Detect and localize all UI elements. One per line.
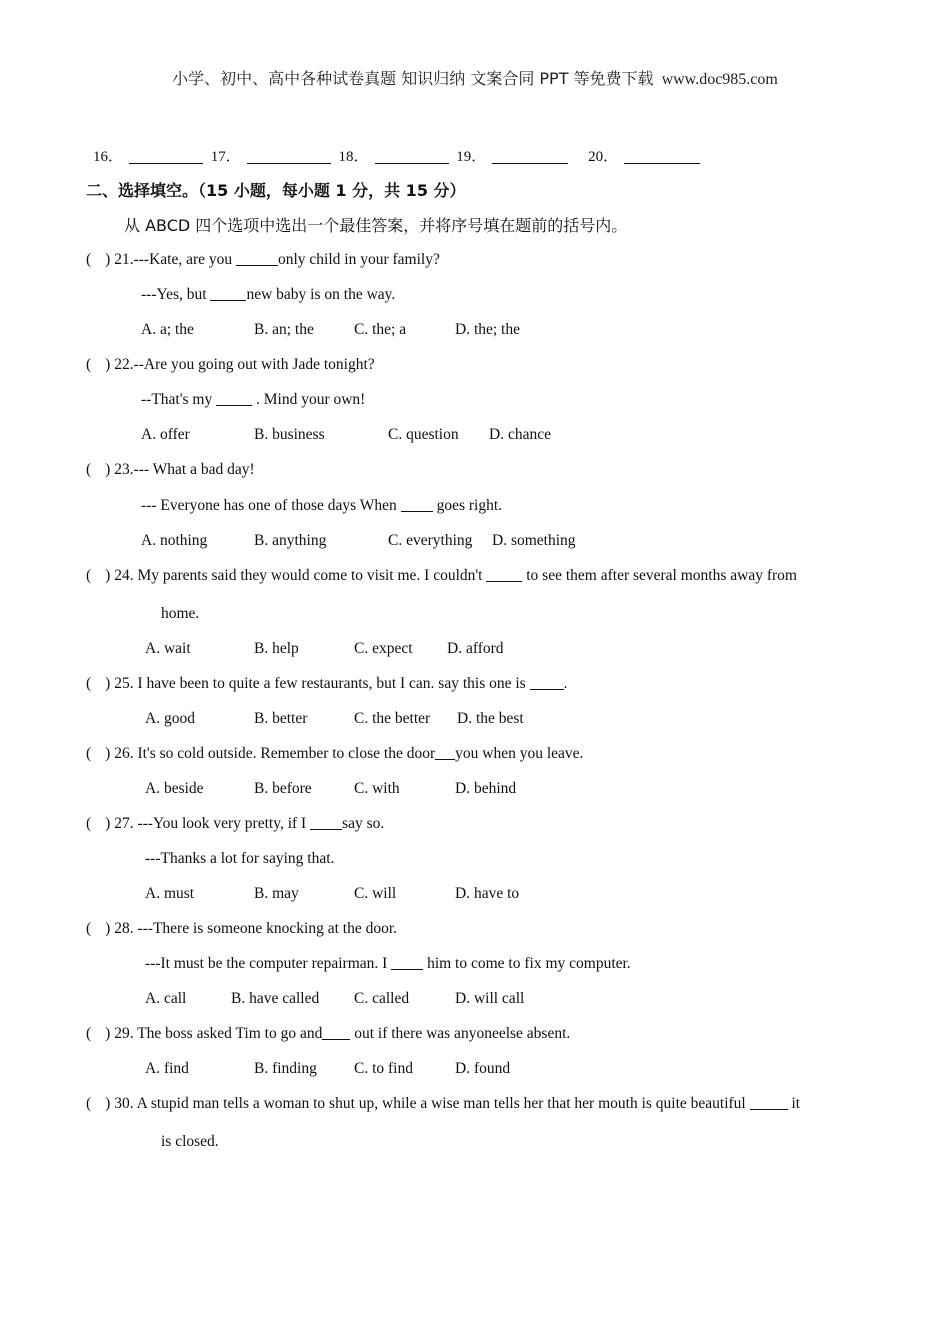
answer-bracket[interactable]: ( — [86, 675, 92, 692]
option-c: C. expect — [354, 640, 413, 657]
option-a: A. wait — [145, 640, 191, 657]
option-b: B. have called — [231, 990, 320, 1007]
section-instruction: 从 ABCD 四个选项中选出一个最佳答案，并将序号填在题前的括号内。 — [124, 216, 628, 235]
fill-blank — [435, 746, 455, 760]
option-b: B. an; the — [254, 321, 314, 338]
question-29: ( ) 29. The boss asked Tim to go and out if there was anyoneelse absent. — [86, 1025, 571, 1042]
option-a: A. must — [145, 885, 195, 902]
answer-bracket[interactable]: ( — [86, 356, 92, 373]
question-28: ( ) 28. ---There is someone knocking at the door. — [86, 920, 398, 937]
fill-blank — [322, 1026, 350, 1040]
answer-bracket[interactable]: ( — [86, 815, 92, 832]
question-24-line2: home. — [161, 605, 200, 622]
option-b: B. before — [254, 780, 312, 797]
answer-number: 18． — [338, 149, 369, 165]
question-25: ( ) 25. I have been to quite a few restaurants, but I can. say this one is . — [86, 675, 568, 692]
fill-blank — [216, 392, 252, 406]
question-24: ( ) 24. My parents said they would come to visit me. I couldn't to see them after several months away from — [86, 567, 797, 584]
fill-blank — [486, 568, 522, 582]
question-21-line2: ---Yes, but new baby is on the way. — [141, 286, 396, 303]
question-27: ( ) 27. ---You look very pretty, if I say so. — [86, 815, 385, 832]
answer-bracket[interactable]: ( — [86, 745, 92, 762]
question-23: ( ) 23.--- What a bad day! — [86, 461, 255, 478]
option-d: D. something — [492, 532, 576, 549]
answer-blank[interactable] — [375, 149, 449, 164]
answer-number: 19． — [456, 149, 487, 165]
question-22: ( ) 22.--Are you going out with Jade tonight? — [86, 356, 375, 373]
option-a: A. offer — [141, 426, 190, 443]
question-22-line2: --That's my . Mind your own! — [141, 391, 366, 408]
option-d: D. afford — [447, 640, 504, 657]
fill-blank — [530, 676, 564, 690]
answer-bracket[interactable]: ( — [86, 1095, 92, 1112]
option-a: A. good — [145, 710, 195, 727]
option-d: D. will call — [455, 990, 525, 1007]
section-title: 二、选择填空。（15 小题，每小题 1 分，共 15 分） — [86, 181, 466, 200]
option-c: C. question — [388, 426, 459, 443]
fill-blank — [210, 287, 246, 301]
option-d: D. have to — [455, 885, 520, 902]
question-30-line2: is closed. — [161, 1133, 219, 1150]
answer-blank[interactable] — [624, 149, 700, 164]
option-d: D. found — [455, 1060, 511, 1077]
answer-bracket[interactable]: ( — [86, 251, 92, 268]
option-c: C. the better — [354, 710, 431, 727]
option-b: B. finding — [254, 1060, 317, 1077]
question-26: ( ) 26. It's so cold outside. Remember to close the door you when you leave. — [86, 745, 584, 762]
option-c: C. the; a — [354, 321, 407, 338]
fill-blank — [236, 252, 278, 266]
option-d: D. chance — [489, 426, 551, 443]
answer-bracket[interactable]: ( — [86, 567, 92, 584]
option-a: A. beside — [145, 780, 204, 797]
answer-bracket[interactable]: ( — [86, 920, 92, 937]
option-d: D. the best — [457, 710, 524, 727]
header-url: www.doc985.com — [661, 71, 778, 88]
option-c: C. to find — [354, 1060, 413, 1077]
option-a: A. find — [145, 1060, 189, 1077]
option-a: A. nothing — [141, 532, 208, 549]
question-21: ( ) 21.---Kate, are you only child in your family? — [86, 251, 440, 268]
fill-blank — [401, 498, 433, 512]
option-c: C. called — [354, 990, 410, 1007]
option-d: D. behind — [455, 780, 517, 797]
question-27-line2: ---Thanks a lot for saying that. — [145, 850, 335, 867]
fill-blank — [310, 816, 342, 830]
option-a: A. call — [145, 990, 187, 1007]
option-a: A. a; the — [141, 321, 194, 338]
fill-blank — [391, 956, 423, 970]
answer-blank[interactable] — [129, 149, 203, 164]
option-c: C. will — [354, 885, 397, 902]
answer-number: 17． — [210, 149, 241, 165]
option-b: B. better — [254, 710, 308, 727]
answer-blank[interactable] — [492, 149, 568, 164]
answer-row — [93, 145, 704, 166]
answer-number: 16． — [93, 149, 124, 165]
answer-bracket[interactable]: ( — [86, 1025, 92, 1042]
option-b: B. business — [254, 426, 325, 443]
option-c: C. with — [354, 780, 400, 797]
option-d: D. the; the — [455, 321, 520, 338]
question-23-line2: --- Everyone has one of those days When goes right. — [141, 497, 502, 514]
answer-number: 20． — [588, 149, 619, 165]
option-b: B. may — [254, 885, 299, 902]
question-30: ( ) 30. A stupid man tells a woman to shut up, while a wise man tells her that her mouth is quite beautiful it — [86, 1095, 801, 1112]
header-banner: 小学、初中、高中各种试卷真题 知识归纳 文案合同 PPT 等免费下载 — [172, 69, 654, 88]
option-b: B. help — [254, 640, 299, 657]
fill-blank — [750, 1096, 788, 1110]
question-28-line2: ---It must be the computer repairman. I him to come to fix my computer. — [145, 955, 631, 972]
option-b: B. anything — [254, 532, 327, 549]
answer-blank[interactable] — [247, 149, 331, 164]
option-c: C. everything — [388, 532, 473, 549]
answer-bracket[interactable]: ( — [86, 461, 92, 478]
page-header — [0, 66, 950, 89]
